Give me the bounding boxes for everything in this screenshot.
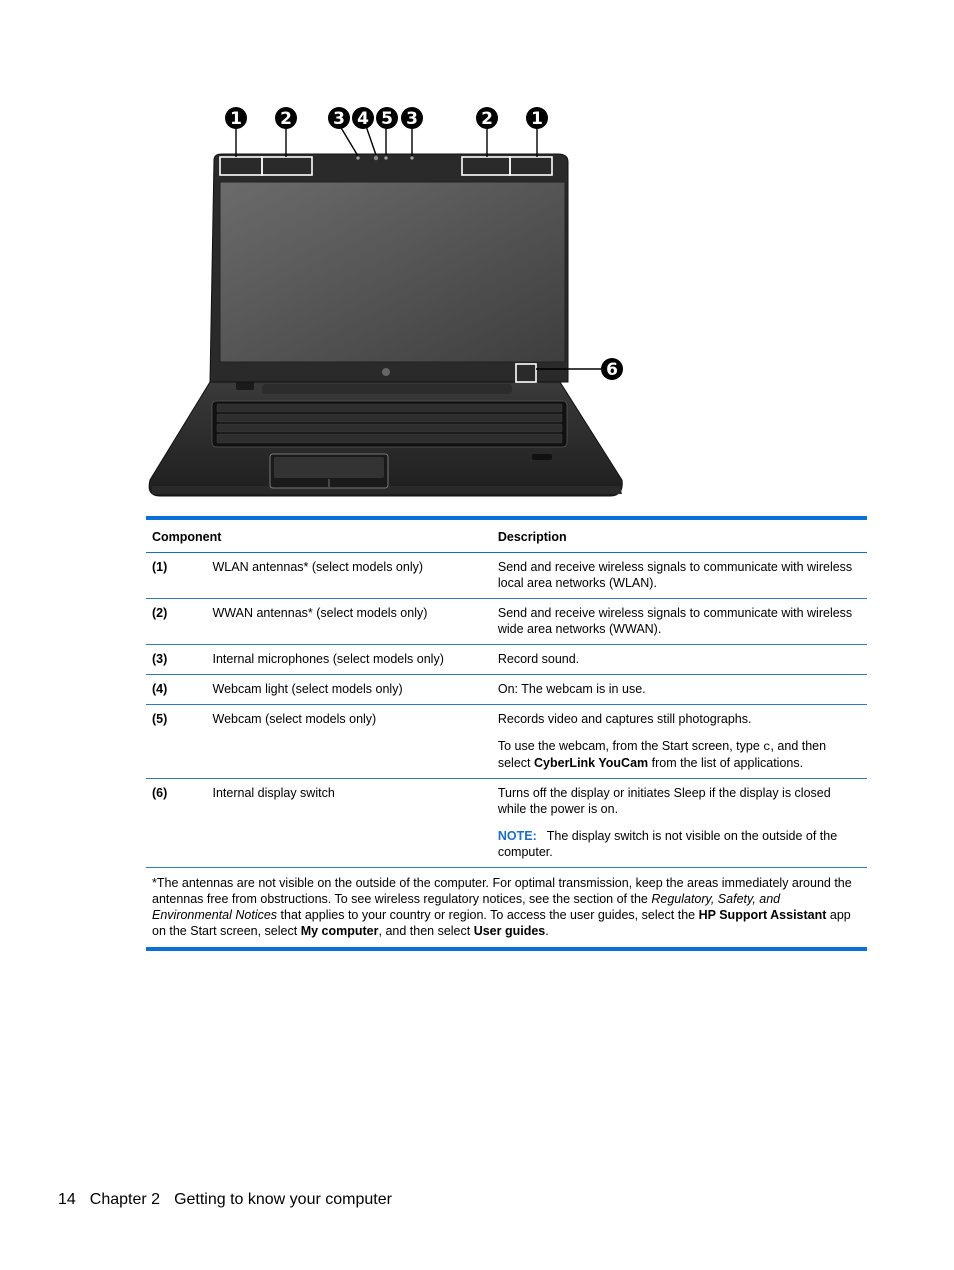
row-component: Webcam (select models only) <box>212 712 377 726</box>
callout-3-right <box>401 107 423 129</box>
footnote-text: app on the Start screen, select <box>152 908 851 938</box>
footnote-row <box>146 868 867 950</box>
row-component: Internal microphones (select models only) <box>212 652 444 666</box>
table-row <box>146 553 867 599</box>
header-description: Description <box>497 530 567 544</box>
footnote-text: . <box>545 924 549 938</box>
svg-text:3: 3 <box>333 109 345 129</box>
callout-4 <box>352 107 374 129</box>
table-row <box>146 705 867 779</box>
description-text: Records video and captures still photographs. <box>497 712 752 726</box>
callout-1-left <box>225 107 247 129</box>
table-row <box>146 645 867 675</box>
footnote-menu-item: User guides <box>473 924 546 938</box>
row-component: WWAN antennas* (select models only) <box>212 606 428 620</box>
laptop-illustration <box>140 100 640 500</box>
svg-text:2: 2 <box>481 109 493 129</box>
svg-text:2: 2 <box>280 109 292 129</box>
footnote-text: *The antennas are not visible on the outside of the computer. For optimal transmission, keep the areas immediately around the antennas free from obstructions. To see wireless regulatory notices, see the section of the <box>152 876 852 906</box>
footnote-menu-item: My computer <box>300 924 379 938</box>
table-row <box>146 779 867 868</box>
table-header-row <box>146 518 867 553</box>
callout-2-left <box>275 107 297 129</box>
footnote-doc-title: Regulatory, Safety, and Environmental Notices <box>152 892 781 922</box>
row-description: Send and receive wireless signals to communicate with wireless local area networks (WLAN). <box>497 560 853 590</box>
note <box>498 828 861 860</box>
row-component: Internal display switch <box>212 786 335 800</box>
callout-2-right <box>476 107 498 129</box>
callout-1-right <box>526 107 548 129</box>
hp-logo <box>382 368 390 376</box>
row-description <box>492 779 867 868</box>
instruction-text: , and then select <box>497 739 827 770</box>
display-screen <box>220 182 565 362</box>
row-description <box>492 705 867 779</box>
callout-6 <box>601 358 623 380</box>
table-row <box>146 599 867 645</box>
page-number: 14 <box>58 1191 76 1208</box>
header-component: Component <box>152 530 222 544</box>
row-component: Webcam light (select models only) <box>212 682 403 696</box>
app-name: CyberLink YouCam <box>534 756 649 770</box>
instruction-text: To use the webcam, from the Start screen, type <box>497 739 764 753</box>
footnote-text: , and then select <box>378 924 474 938</box>
footnote-app-name: HP Support Assistant <box>698 908 827 922</box>
svg-text:3: 3 <box>406 109 418 129</box>
laptop-figure <box>140 100 640 500</box>
row-description: Send and receive wireless signals to communicate with wireless wide area networks (WWAN). <box>497 606 853 636</box>
chapter-label: Chapter 2 <box>89 1191 161 1208</box>
svg-text:5: 5 <box>381 109 393 129</box>
description-text: Turns off the display or initiates Sleep if the display is closed while the power is on. <box>497 786 831 816</box>
callout-5 <box>376 107 398 129</box>
callout-3-left <box>328 107 350 129</box>
svg-text:1: 1 <box>230 109 242 129</box>
webcam-instructions <box>498 738 861 771</box>
svg-text:4: 4 <box>357 109 369 129</box>
svg-text:6: 6 <box>606 360 618 380</box>
table-row <box>146 675 867 705</box>
row-number: (5) <box>152 712 168 726</box>
page-footer <box>58 1191 406 1209</box>
row-number: (2) <box>152 606 168 620</box>
note-label: NOTE: <box>497 829 537 843</box>
note-text: The display switch is not visible on the outside of the computer. <box>497 829 838 859</box>
row-description: Record sound. <box>497 652 580 666</box>
svg-text:1: 1 <box>531 109 543 129</box>
footnote <box>146 868 867 950</box>
row-component: WLAN antennas* (select models only) <box>212 560 424 574</box>
row-number: (6) <box>152 786 168 800</box>
row-description: On: The webcam is in use. <box>497 682 646 696</box>
row-number: (4) <box>152 682 168 696</box>
footnote-text: that applies to your country or region. To access the user guides, select the <box>277 908 699 922</box>
row-number: (3) <box>152 652 168 666</box>
row-number: (1) <box>152 560 168 574</box>
instruction-text: from the list of applications. <box>648 756 804 770</box>
component-table <box>146 516 867 951</box>
chapter-title: Getting to know your computer <box>174 1191 392 1208</box>
command-text: c <box>763 740 771 754</box>
